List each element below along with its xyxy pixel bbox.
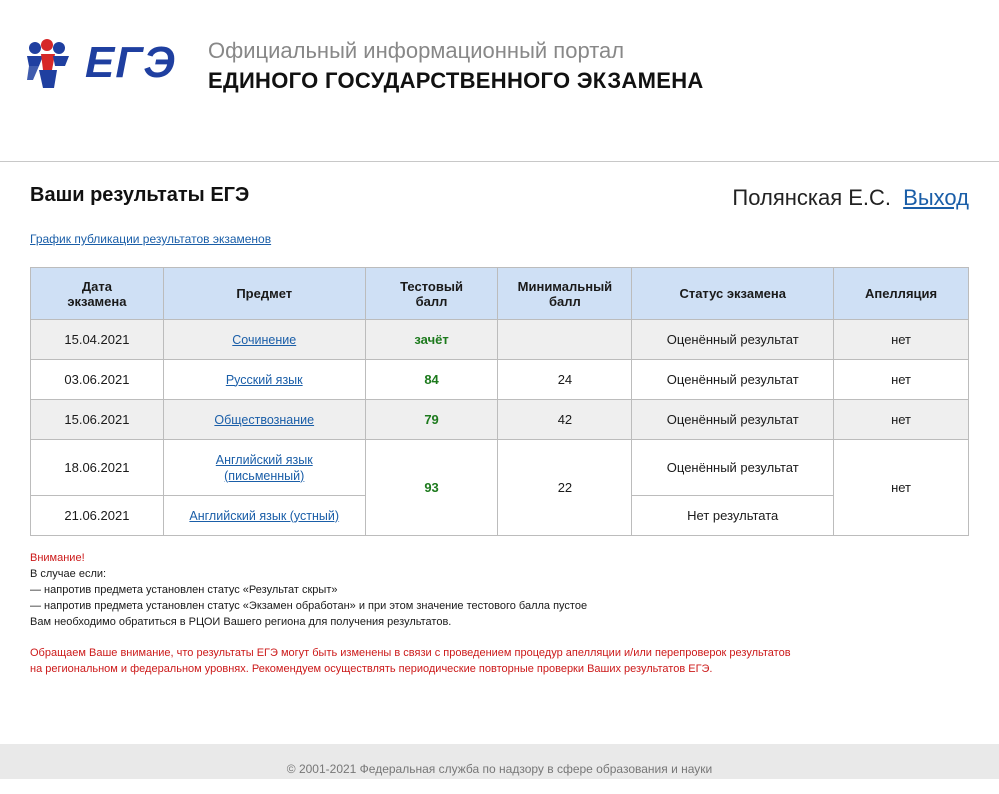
results-change-notice: [30, 645, 791, 677]
cell-status: Оценённый результат: [632, 440, 834, 496]
ege-logo-icon: [25, 36, 85, 94]
cell-appeal: нет: [834, 360, 969, 400]
portal-subtitle: Официальный информационный портал: [208, 38, 625, 63]
subject-line1: Английский язык: [215, 452, 313, 467]
cell-status: Оценённый результат: [632, 360, 834, 400]
subject-line2: (письменный): [224, 468, 305, 483]
notes-line: В случае если:: [30, 568, 107, 580]
subject-link[interactable]: [216, 453, 313, 483]
cell-min: 22: [498, 440, 632, 536]
cell-score: 84: [365, 360, 498, 400]
cell-status: Оценённый результат: [632, 320, 834, 360]
header-date: [31, 268, 164, 320]
attention-label: Внимание!: [30, 552, 85, 564]
header-subject: Предмет: [163, 268, 365, 320]
header-divider: [0, 161, 999, 162]
cell-subject: [163, 440, 365, 496]
header-score-line2: балл: [415, 293, 448, 309]
attention-notes: [30, 550, 587, 630]
ege-logo[interactable]: [25, 36, 175, 94]
logout-link[interactable]: Выход: [903, 185, 969, 210]
cell-min: [498, 320, 632, 360]
cell-subject: [163, 360, 365, 400]
cell-date: 15.06.2021: [31, 400, 164, 440]
cell-score: зачёт: [365, 320, 498, 360]
header-min: [498, 268, 632, 320]
header-score-line1: Тестовый: [400, 278, 463, 294]
cell-status: Оценённый результат: [632, 400, 834, 440]
subject-link[interactable]: Обществознание: [214, 412, 315, 427]
cell-date: 21.06.2021: [31, 496, 164, 536]
header-score: [365, 268, 498, 320]
results-table: [30, 267, 969, 536]
cell-min: 24: [498, 360, 632, 400]
table-row: [31, 320, 969, 360]
cell-score: 93: [365, 440, 498, 536]
footer: [0, 744, 999, 779]
cell-date: 03.06.2021: [31, 360, 164, 400]
table-row: [31, 440, 969, 496]
cell-subject: [163, 320, 365, 360]
notice-line: на региональном и федеральном уровнях. Рекомендуем осуществлять периодические повторные проверки Ваших результатов ЕГЭ.: [30, 663, 713, 675]
header-appeal: Апелляция: [834, 268, 969, 320]
cell-subject: [163, 400, 365, 440]
header-min-line2: балл: [549, 293, 581, 309]
notes-line: Вам необходимо обратиться в РЦОИ Вашего региона для получения результатов.: [30, 616, 452, 628]
cell-date: 15.04.2021: [31, 320, 164, 360]
notes-line: — напротив предмета установлен статус «Результат скрыт»: [30, 584, 338, 596]
subject-link[interactable]: Сочинение: [232, 332, 297, 347]
table-header-row: [31, 268, 969, 320]
copyright-text: © 2001-2021 Федеральная служба по надзору в сфере образования и науки: [286, 762, 713, 776]
header-min-line1: Минимальный: [517, 278, 613, 294]
user-block: [732, 185, 969, 211]
cell-appeal: нет: [834, 440, 969, 536]
cell-status: Нет результата: [632, 496, 834, 536]
header-date-line2: экзамена: [67, 293, 127, 309]
table-row: [31, 360, 969, 400]
subject-link[interactable]: Русский язык: [225, 372, 303, 387]
site-header: [0, 0, 999, 160]
notice-line: Обращаем Ваше внимание, что результаты ЕГЭ могут быть изменены в связи с проведением процедур апелляции и/или перепроверок результатов: [30, 647, 791, 659]
logo-text: ЕГЭ: [85, 38, 176, 87]
notes-line: — напротив предмета установлен статус «Экзамен обработан» и при этом значение тестового балла пустое: [30, 600, 588, 612]
page-title: Ваши результаты ЕГЭ: [30, 184, 250, 206]
schedule-link[interactable]: График публикации результатов экзаменов: [30, 232, 272, 246]
cell-appeal: нет: [834, 320, 969, 360]
cell-score: 79: [365, 400, 498, 440]
header-status: Статус экзамена: [632, 268, 834, 320]
cell-subject: [163, 496, 365, 536]
subject-link[interactable]: Английский язык (устный): [189, 508, 340, 523]
cell-min: 42: [498, 400, 632, 440]
table-row: [31, 400, 969, 440]
cell-appeal: нет: [834, 400, 969, 440]
portal-title: ЕДИНОГО ГОСУДАРСТВЕННОГО ЭКЗАМЕНА: [208, 68, 704, 93]
user-name: Полянская Е.С.: [732, 185, 892, 210]
header-date-line1: Дата: [81, 278, 112, 294]
cell-date: 18.06.2021: [31, 440, 164, 496]
